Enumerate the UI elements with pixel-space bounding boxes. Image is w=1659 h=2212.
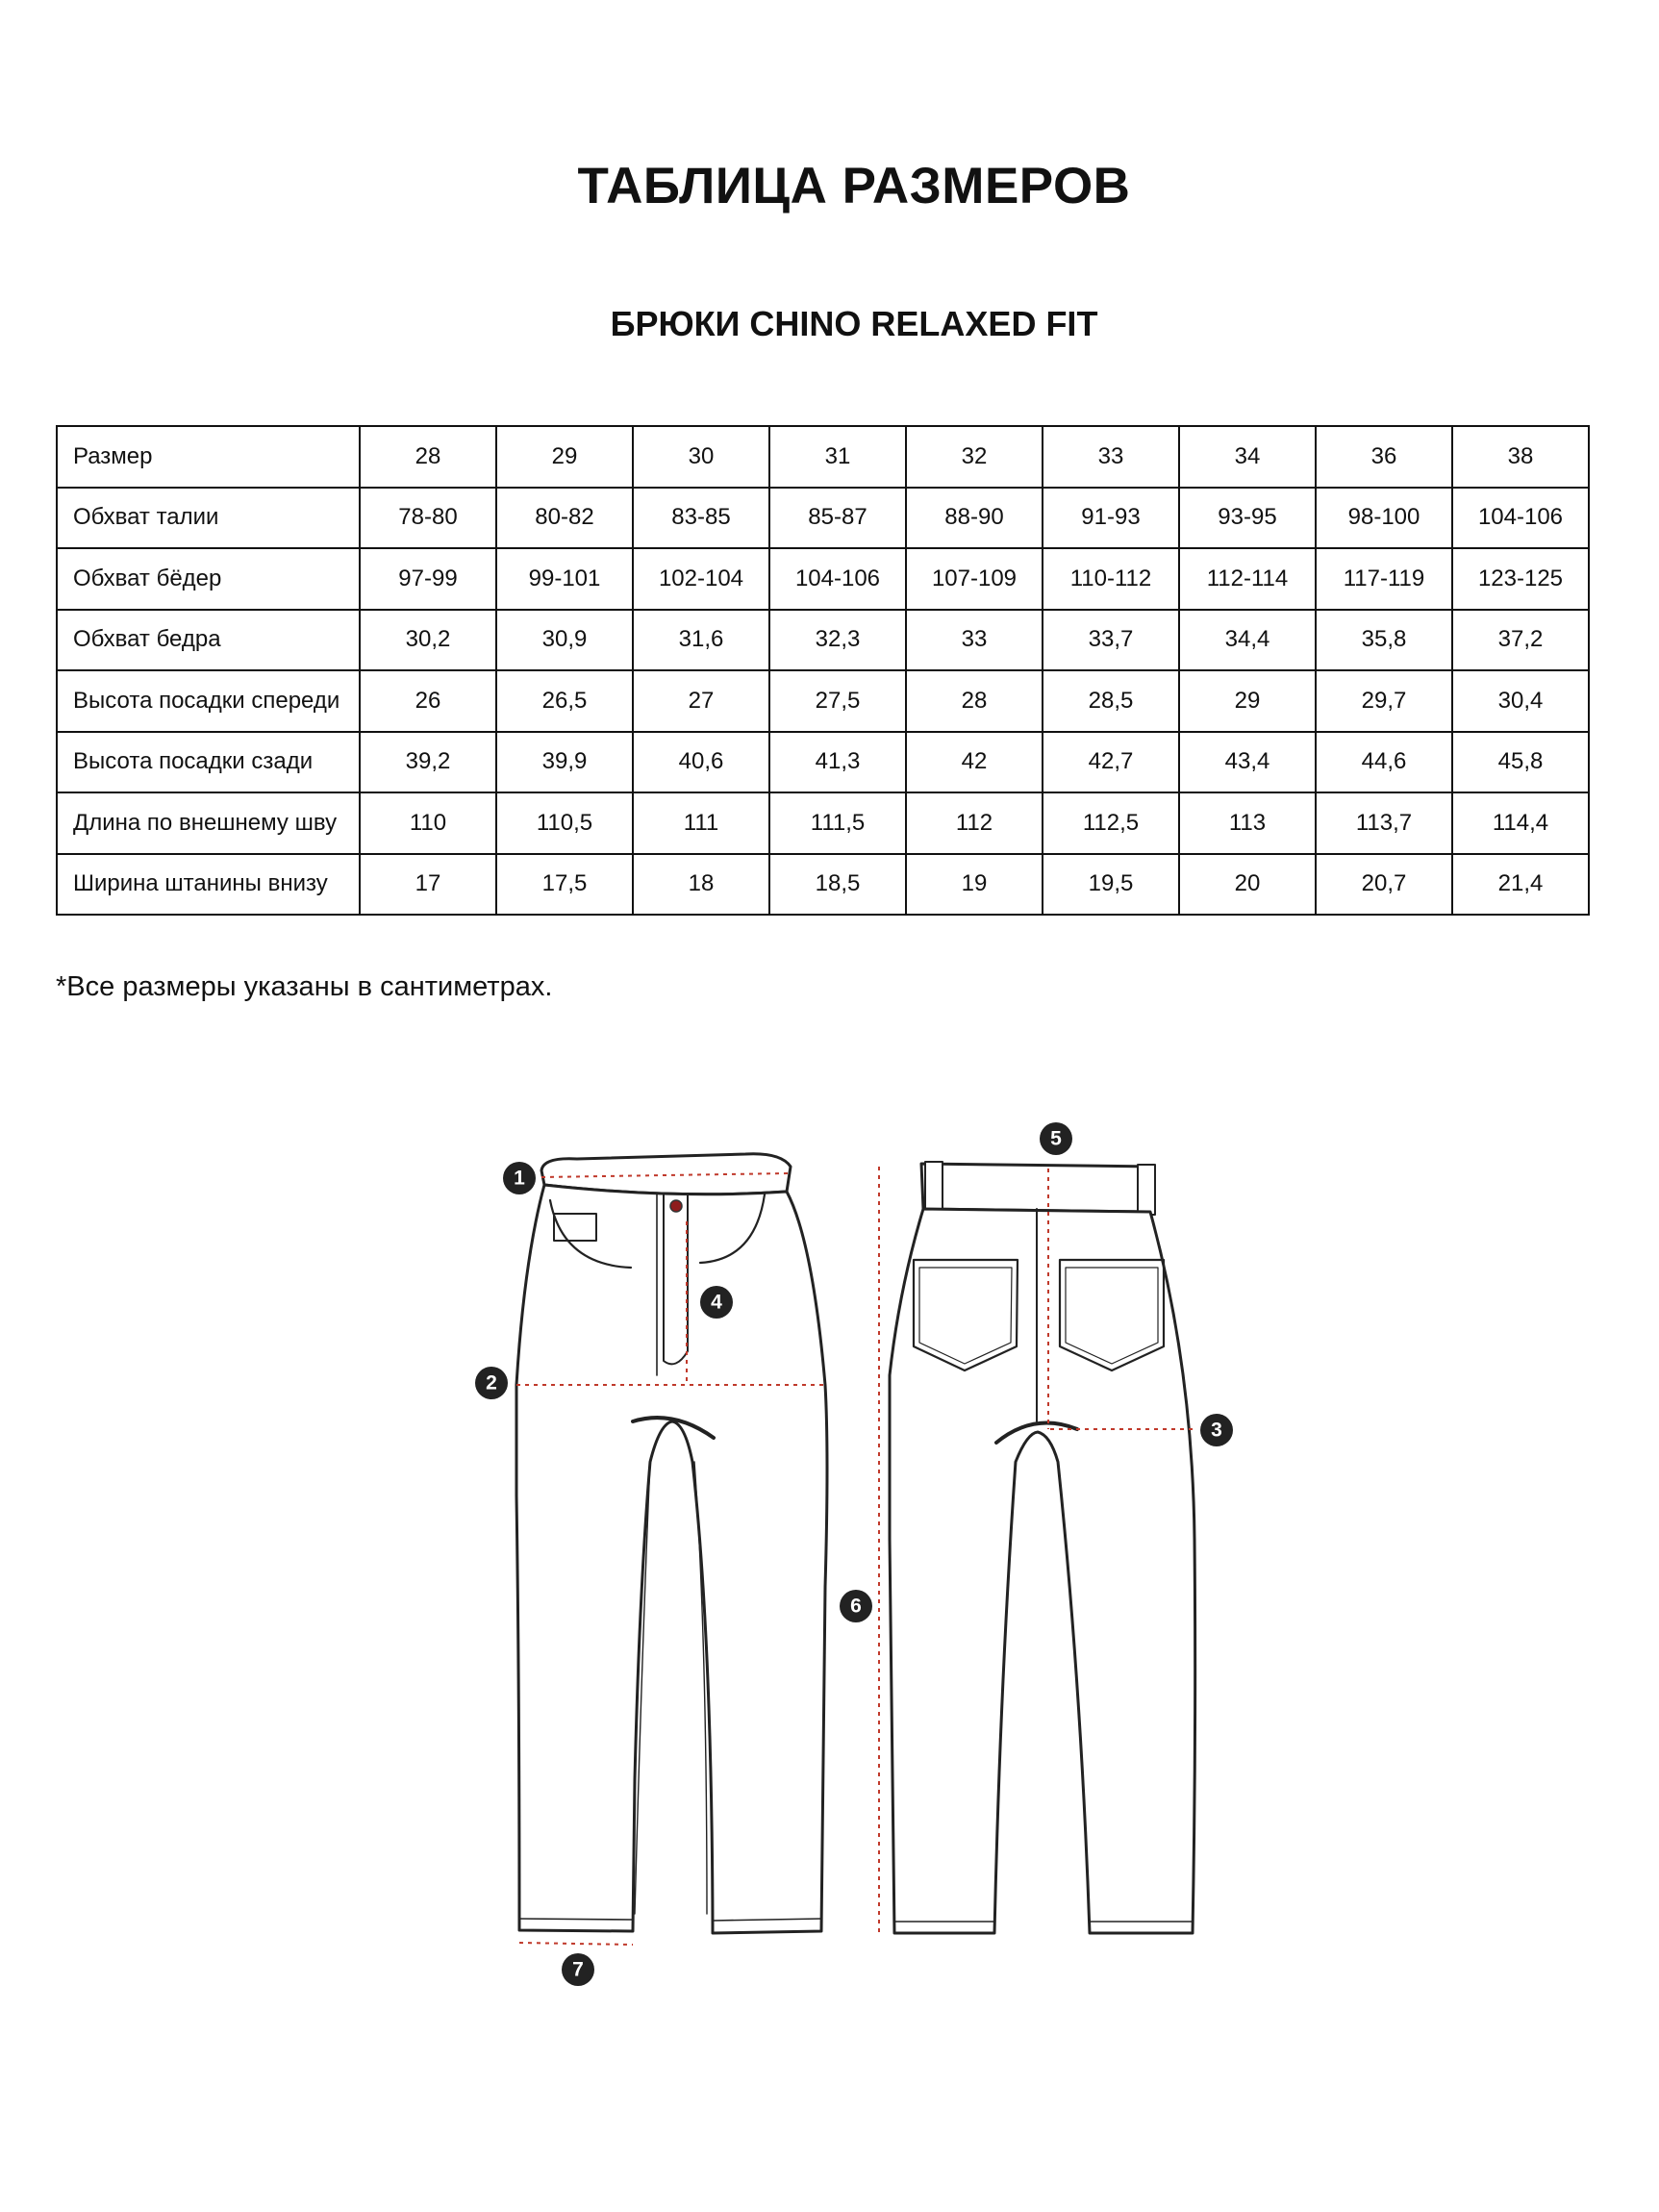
marker-1 — [503, 1162, 536, 1194]
marker-7 — [562, 1953, 594, 1986]
table-cell: 20,7 — [1316, 854, 1452, 916]
table-cell: 85-87 — [769, 488, 906, 549]
table-cell: 28,5 — [1043, 670, 1179, 732]
table-cell: 26 — [360, 670, 496, 732]
marker-3 — [1200, 1414, 1233, 1446]
table-cell: 42,7 — [1043, 732, 1179, 793]
table-cell: 18,5 — [769, 854, 906, 916]
table-cell: 102-104 — [633, 548, 769, 610]
table-cell: 111,5 — [769, 792, 906, 854]
size-header-cell: 29 — [496, 426, 633, 488]
table-cell: 44,6 — [1316, 732, 1452, 793]
table-cell: 42 — [906, 732, 1043, 793]
size-header-cell: 30 — [633, 426, 769, 488]
table-cell: 113 — [1179, 792, 1316, 854]
header-label: Размер — [57, 426, 360, 488]
table-cell: 117-119 — [1316, 548, 1452, 610]
table-cell: 78-80 — [360, 488, 496, 549]
table-cell: 99-101 — [496, 548, 633, 610]
row-label: Высота посадки сзади — [57, 732, 360, 793]
trousers-front-illustration — [516, 1154, 827, 1933]
table-cell: 112 — [906, 792, 1043, 854]
table-cell: 29,7 — [1316, 670, 1452, 732]
svg-text:6: 6 — [850, 1595, 862, 1618]
table-cell: 97-99 — [360, 548, 496, 610]
table-cell: 33,7 — [1043, 610, 1179, 671]
row-label: Ширина штанины внизу — [57, 854, 360, 916]
size-header-cell: 36 — [1316, 426, 1452, 488]
table-cell: 110-112 — [1043, 548, 1179, 610]
table-cell: 26,5 — [496, 670, 633, 732]
table-cell: 17,5 — [496, 854, 633, 916]
table-cell: 39,9 — [496, 732, 633, 793]
table-cell: 31,6 — [633, 610, 769, 671]
table-cell: 110,5 — [496, 792, 633, 854]
table-cell: 17 — [360, 854, 496, 916]
table-cell: 19,5 — [1043, 854, 1179, 916]
row-label: Высота посадки спереди — [57, 670, 360, 732]
table-cell: 20 — [1179, 854, 1316, 916]
table-cell: 32,3 — [769, 610, 906, 671]
svg-text:1: 1 — [514, 1167, 525, 1190]
table-cell: 114,4 — [1452, 792, 1589, 854]
table-cell: 104-106 — [1452, 488, 1589, 549]
svg-text:4: 4 — [711, 1291, 722, 1314]
row-label: Обхват бёдер — [57, 548, 360, 610]
table-cell: 28 — [906, 670, 1043, 732]
size-header-cell: 33 — [1043, 426, 1179, 488]
svg-text:5: 5 — [1050, 1127, 1062, 1150]
row-label: Обхват талии — [57, 488, 360, 549]
size-header-cell: 34 — [1179, 426, 1316, 488]
row-label: Обхват бедра — [57, 610, 360, 671]
svg-text:3: 3 — [1211, 1419, 1222, 1442]
table-cell: 30,4 — [1452, 670, 1589, 732]
table-cell: 91-93 — [1043, 488, 1179, 549]
table-cell: 43,4 — [1179, 732, 1316, 793]
size-header-cell: 31 — [769, 426, 906, 488]
table-cell: 41,3 — [769, 732, 906, 793]
table-cell: 111 — [633, 792, 769, 854]
table-cell: 18 — [633, 854, 769, 916]
table-cell: 27 — [633, 670, 769, 732]
marker-2 — [475, 1367, 508, 1399]
table-cell: 29 — [1179, 670, 1316, 732]
table-cell: 107-109 — [906, 548, 1043, 610]
table-cell: 27,5 — [769, 670, 906, 732]
table-cell: 98-100 — [1316, 488, 1452, 549]
marker-4 — [700, 1286, 733, 1319]
table-cell: 37,2 — [1452, 610, 1589, 671]
row-label: Длина по внешнему шву — [57, 792, 360, 854]
units-note: *Все размеры указаны в сантиметрах. — [56, 971, 553, 1002]
page-title: ТАБЛИЦА РАЗМЕРОВ — [577, 158, 1131, 214]
table-cell: 30,2 — [360, 610, 496, 671]
trousers-back-illustration — [890, 1162, 1195, 1933]
size-header-cell: 28 — [360, 426, 496, 488]
table-cell: 35,8 — [1316, 610, 1452, 671]
table-cell: 21,4 — [1452, 854, 1589, 916]
table-cell: 93-95 — [1179, 488, 1316, 549]
marker-5 — [1040, 1122, 1072, 1155]
table-cell: 104-106 — [769, 548, 906, 610]
table-cell: 30,9 — [496, 610, 633, 671]
table-cell: 34,4 — [1179, 610, 1316, 671]
svg-text:2: 2 — [486, 1371, 497, 1395]
svg-text:7: 7 — [572, 1958, 584, 1981]
marker-6 — [840, 1590, 872, 1622]
table-cell: 123-125 — [1452, 548, 1589, 610]
size-header-cell: 38 — [1452, 426, 1589, 488]
table-cell: 88-90 — [906, 488, 1043, 549]
table-cell: 40,6 — [633, 732, 769, 793]
table-cell: 39,2 — [360, 732, 496, 793]
table-cell: 112,5 — [1043, 792, 1179, 854]
size-header-cell: 32 — [906, 426, 1043, 488]
table-cell: 112-114 — [1179, 548, 1316, 610]
table-cell: 19 — [906, 854, 1043, 916]
table-cell: 113,7 — [1316, 792, 1452, 854]
table-cell: 33 — [906, 610, 1043, 671]
table-cell: 110 — [360, 792, 496, 854]
table-cell: 80-82 — [496, 488, 633, 549]
product-subtitle: БРЮКИ CHINO RELAXED FIT — [610, 304, 1098, 343]
table-cell: 45,8 — [1452, 732, 1589, 793]
table-cell: 83-85 — [633, 488, 769, 549]
